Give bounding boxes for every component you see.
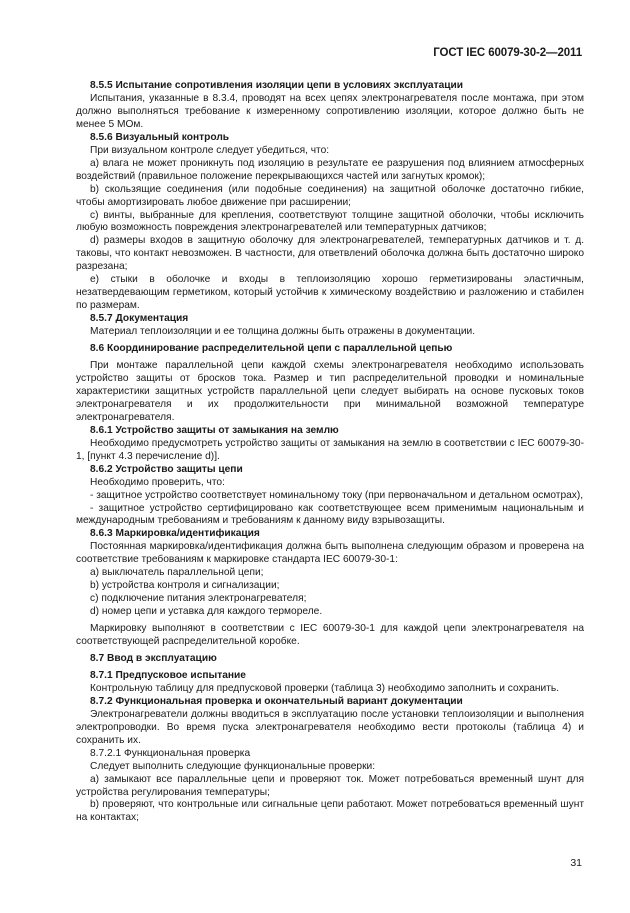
section-heading: 8.6.1 Устройство защиты от замыкания на землю [90,424,339,436]
paragraph: Контрольную таблицу для предпусковой проверки (таблица 3) необходимо заполнить и сохранить. [90,682,560,694]
paragraph: a) выключатель параллельной цепи; [90,567,264,579]
paragraph: Следует выполнить следующие функциональные проверки: [90,760,376,772]
paragraph: Материал теплоизоляции и ее толщина должны быть отражены в документации. [90,326,476,338]
paragraph: 8.7.2.1 Функциональная проверка [90,747,251,759]
section-heading: 8.7 Ввод в эксплуатацию [90,652,217,664]
page-body [76,80,584,825]
paragraph: a) замыкают все параллельные цепи и проверяют ток. Может потребоваться временный шунт для устройства регулирования температуры; [76,773,584,798]
paragraph: b) скользящие соединения (или подобные соединения) на защитной оболочке достаточно гибкие, чтобы амортизировать любое движение при расширении; [76,183,584,208]
section-heading: 8.7.2 Функциональная проверка и окончательный вариант документации [90,695,463,707]
paragraph: c) подключение питания электронагревателя; [90,593,307,605]
paragraph: Электронагреватели должны вводиться в эксплуатацию после установки теплоизоляции и выполнения электропроводки. Во время пуска электронагревателя необходимо вести протоколы (таблица 4) и сохранить их. [76,708,584,746]
paragraph: - защитное устройство сертифицировано как соответствующее всем применимым национальным и международным требованиям и требованиям к данному виду взрывозащиты. [76,502,584,527]
section-heading: 8.5.6 Визуальный контроль [90,131,230,143]
section-heading: 8.6.2 Устройство защиты цепи [90,463,243,475]
section-heading: 8.6 Координирование распределительной цепи с параллельной цепью [90,343,453,355]
paragraph: Маркировку выполняют в соответствии с IEC 60079-30-1 для каждой цепи электронагревателя на соответствующей распределительной коробке. [76,623,584,648]
paragraph: b) проверяют, что контрольные или сигнальные цепи работают. Может потребоваться временный шунт на контактах; [76,799,584,824]
paragraph: d) размеры входов в защитную оболочку для электронагревателей, температурных датчиков и т. д. таковы, что контакт невозможен. В частности, для ответвлений оболочка должна быть достаточно широко разрезана; [76,235,584,273]
paragraph: c) винты, выбранные для крепления, соответствуют толщине защитной оболочки, чтобы исключить любую возможность повреждения электронагревателей или температурных датчиков; [76,209,584,234]
paragraph: Необходимо проверить, что: [90,476,225,488]
section-heading: 8.5.5 Испытание сопротивления изоляции цепи в условиях эксплуатации [90,80,464,91]
section-heading: 8.6.3 Маркировка/идентификация [90,528,260,540]
paragraph: Испытания, указанные в 8.3.4, проводят на всех цепях электронагревателя после монтажа, при этом должно выполняться требование к измеренному сопротивлению изоляции, которое должно быть не менее 5 МОм. [76,92,584,130]
section-heading: 8.7.1 Предпусковое испытание [90,669,246,681]
standard-header: ГОСТ IEC 60079-30-2—2011 [433,47,582,59]
paragraph: Постоянная маркировка/идентификация должна быть выполнена следующим образом и проверена на соответствие требованиям к маркировке стандарта IEC 60079-30-1: [76,541,584,566]
paragraph: При монтаже параллельной цепи каждой схемы электронагревателя необходимо использовать устройство защиты от бросков тока. Размер и тип распределительной проводки и номинальные характеристики защитных устройств параллельной цепи следует выбирать на основе пусковых токов электронагревателя и их продолжительности при минимальной возможной температуре электронагревателя. [76,360,584,423]
paragraph: b) устройства контроля и сигнализации; [90,580,280,592]
section-heading: 8.5.7 Документация [90,313,189,325]
paragraph: d) номер цепи и уставка для каждого термореле. [90,606,323,618]
paragraph: Необходимо предусмотреть устройство защиты от замыкания на землю в соответствии с IEC 60079-30-1, [пункт 4.3 перечисление d)]. [76,437,584,462]
paragraph: e) стыки в оболочке и входы в теплоизоляцию хорошо герметизированы эластичным, незатвердевающим герметиком, который устойчив к химическому воздействию и разложению и стабилен по размерам. [76,274,584,312]
paragraph: a) влага не может проникнуть под изоляцию в результате ее разрушения под влиянием атмосферных воздействий (правильное положение перекрывающихся частей или загнутых кромок); [76,157,584,182]
paragraph: - защитное устройство соответствует номинальному току (при первоначальном и детальном осмотрах), [90,489,584,501]
page-number: 31 [570,857,582,869]
paragraph: При визуальном контроле следует убедиться, что: [90,144,330,156]
